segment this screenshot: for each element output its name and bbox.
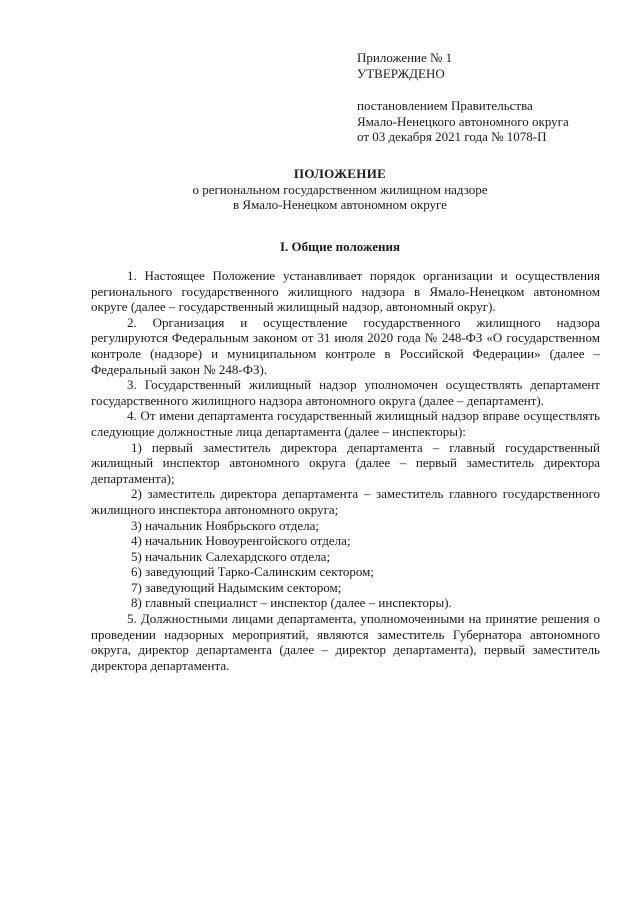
list-item: 2) заместитель директора департамента – заместитель главного государственного жилищного инспектора автономного округа;: [91, 486, 600, 517]
list-item: 1) первый заместитель директора департамента – главный государственный жилищный инспектор автономного округа (далее – первый заместитель директора департамента);: [91, 439, 600, 486]
list-item: 6) заведующий Тарко-Салинским сектором;: [131, 564, 374, 580]
document-title: ПОЛОЖЕНИЕ: [293, 166, 387, 181]
document-subtitle-1: о региональном государственном жилищном надзоре: [192, 181, 488, 197]
approval-line-2: Ямало-Ненецкого автономного округа: [357, 113, 569, 129]
approval-line-1: постановлением Правительства: [357, 98, 533, 113]
paragraph-3: 3. Государственный жилищный надзор уполномочен осуществлять департамент государственного жилищного надзора автономного округа (далее – департамент).: [91, 377, 600, 408]
approval-line-3: от 03 декабря 2021 года № 1078-П: [357, 129, 547, 144]
list-item: 5) начальник Салехардского отдела;: [131, 548, 331, 564]
list-item: 4) начальник Новоуренгойского отдела;: [131, 533, 351, 549]
approved-label: УТВЕРЖДЕНО: [357, 65, 445, 81]
paragraph-1: 1. Настоящее Положение устанавливает порядок организации и осуществления регионального государственного жилищного надзора в Ямало-Ненецком автономном округе (далее – государственный жилищный надзор, автономный округ).: [91, 268, 600, 315]
list-item: 3) начальник Ноябрьского отдела;: [131, 517, 320, 533]
appendix-label: Приложение № 1: [357, 50, 453, 65]
paragraph-2: 2. Организация и осуществление государственного жилищного надзора регулируются Федеральным законом от 31 июля 2020 года № 248-ФЗ «О государственном контроле (надзоре) и муниципальном контроле в Российской Федерации» (далее – Федеральный закон № 248-ФЗ).: [91, 314, 600, 377]
document-title-block: [60, 166, 620, 213]
list-item: 8) главный специалист – инспектор (далее – инспекторы).: [131, 595, 452, 611]
paragraph-4: 4. От имени департамента государственный жилищный надзор вправе осуществлять следующие должностные лица департамента (далее – инспекторы):: [91, 408, 600, 439]
document-subtitle-2: в Ямало-Ненецком автономном округе: [233, 197, 447, 212]
section-heading: I. Общие положения: [280, 239, 400, 254]
list-item: 7) заведующий Надымским сектором;: [131, 579, 342, 595]
document-body: [91, 268, 600, 673]
paragraph-5: 5. Должностными лицами департамента, уполномоченными на принятие решения о проведении надзорных мероприятий, являются заместитель Губернатора автономного округа, директор департамента (далее – директор департамента), первый заместитель директора департамента.: [91, 611, 600, 673]
approval-stamp: [357, 50, 607, 145]
